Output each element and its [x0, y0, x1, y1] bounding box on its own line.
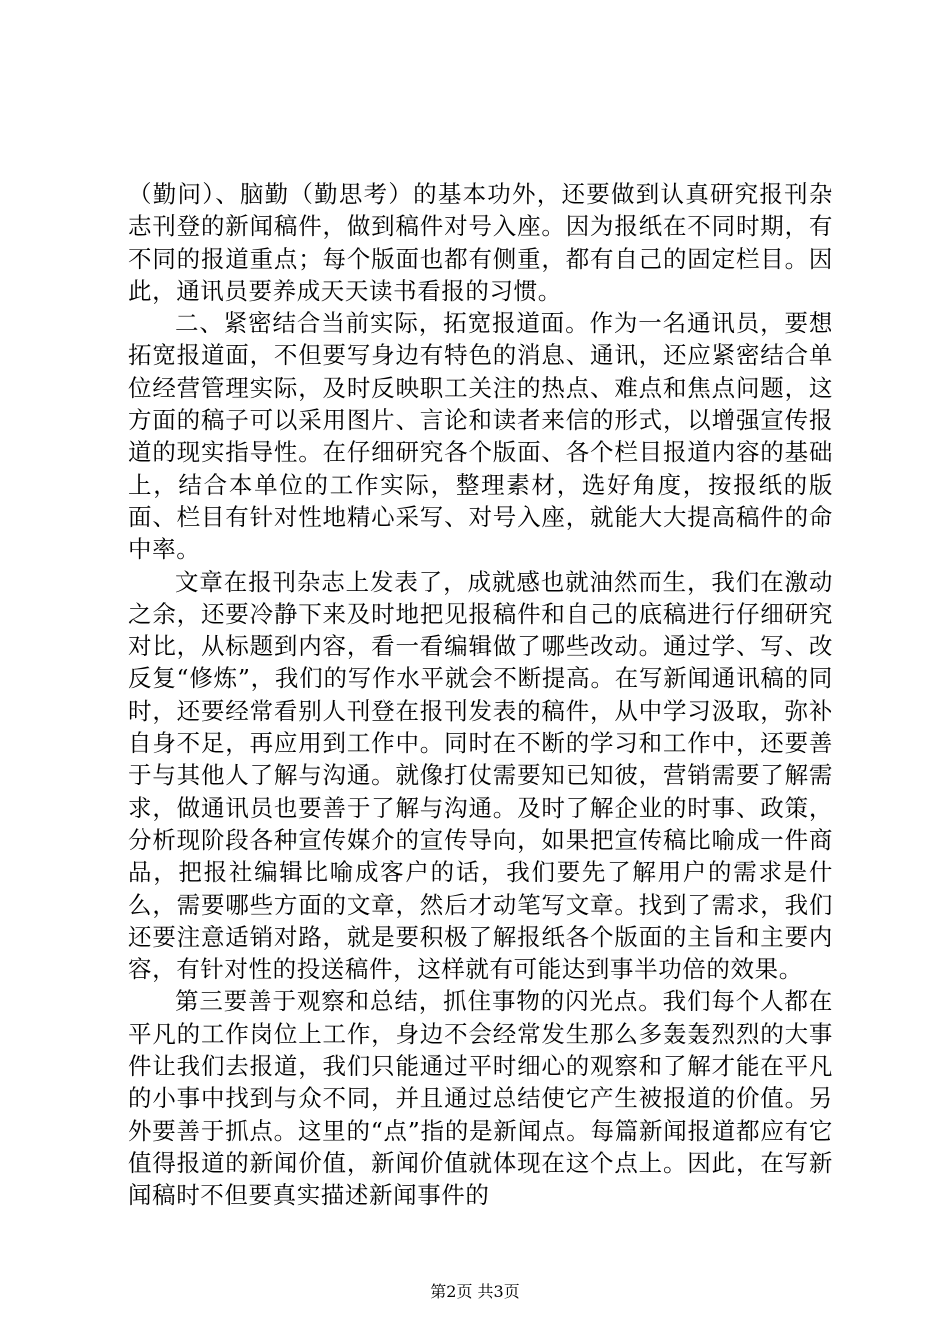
document-body	[128, 178, 833, 1212]
paragraph-4: 第三要善于观察和总结，抓住事物的闪光点。我们每个人都在平凡的工作岗位上工作，身边不会经常发生那么多轰轰烈烈的大事件让我们去报道，我们只能通过平时细心的观察和了解才能在平凡的小事中找到与众不同，并且通过总结使它产生被报道的价值。另外要善于抓点。这里的“点”指的是新闻点。每篇新闻报道都应有它值得报道的新闻价值，新闻价值就体现在这个点上。因此，在写新闻稿时不但要真实描述新闻事件的	[128, 987, 833, 1210]
page-number-label: 第2页 共3页	[430, 1282, 520, 1301]
paragraph-1: （勤问）、脑勤（勤思考）的基本功外，还要做到认真研究报刊杂志刊登的新闻稿件，做到稿件对号入座。因为报纸在不同时期，有不同的报道重点；每个版面也都有侧重，都有自己的固定栏目。因此，通讯员要养成天天读书看报的习惯。	[128, 180, 833, 305]
page-footer	[0, 1282, 950, 1302]
paragraph-2: 二、紧密结合当前实际，拓宽报道面。作为一名通讯员，要想拓宽报道面，不但要写身边有特色的消息、通讯，还应紧密结合单位经营管理实际，及时反映职工关注的热点、难点和焦点问题，这方面的稿子可以采用图片、言论和读者来信的形式，以增强宣传报道的现实指导性。在仔细研究各个版面、各个栏目报道内容的基础上，结合本单位的工作实际，整理素材，选好角度，按报纸的版面、栏目有针对性地精心采写、对号入座，就能大大提高稿件的命中率。	[128, 309, 833, 564]
paragraph-3: 文章在报刊杂志上发表了，成就感也就油然而生，我们在激动之余，还要冷静下来及时地把见报稿件和自己的底稿进行仔细研究对比，从标题到内容，看一看编辑做了哪些改动。通过学、写、改反复“修炼”，我们的写作水平就会不断提高。在写新闻通讯稿的同时，还要经常看别人刊登在报刊发表的稿件，从中学习汲取，弥补自身不足，再应用到工作中。同时在不断的学习和工作中，还要善于与其他人了解与沟通。就像打仗需要知已知彼，营销需要了解需求，做通讯员也要善于了解与沟通。及时了解企业的时事、政策，分析现阶段各种宣传媒介的宣传导向，如果把宣传稿比喻成一件商品，把报社编辑比喻成客户的话，我们要先了解用户的需求是什么，需要哪些方面的文章，然后才动笔写文章。找到了需求，我们还要注意适销对路，就是要积极了解报纸各个版面的主旨和主要内容，有针对性的投送稿件，这样就有可能达到事半功倍的效果。	[128, 567, 833, 984]
